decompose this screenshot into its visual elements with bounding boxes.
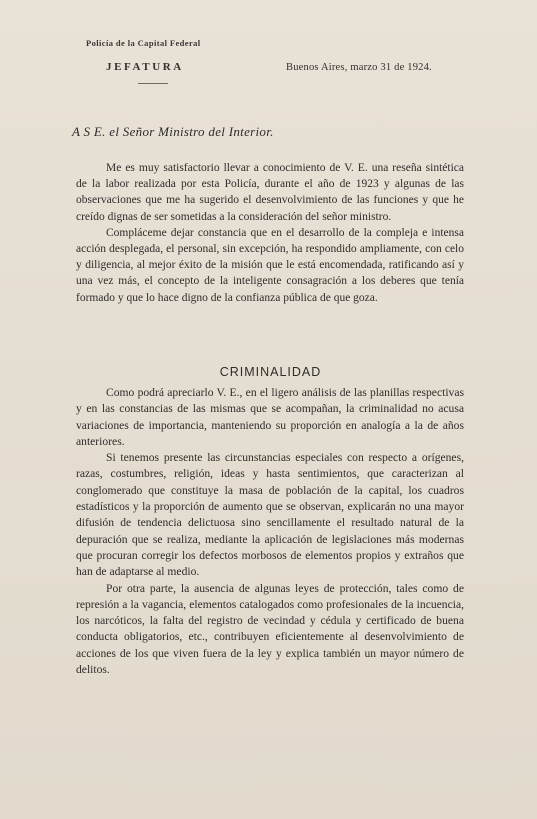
letter-date: Buenos Aires, marzo 31 de 1924. [286, 62, 432, 73]
letterhead-department: JEFATURA [106, 61, 184, 73]
letter-address: A S E. el Señor Ministro del Interior. [72, 124, 274, 139]
section-heading: CRIMINALIDAD [219, 365, 322, 379]
intro-text [76, 160, 464, 306]
paragraph: Como podrá apreciarlo V. E., en el ligero análisis de las planillas respectivas y en las constancias de las mismas que se acompañan, la criminalidad no acusa variaciones de importancia, manteniendo su proporción en analogía a la de años anteriores. [76, 386, 464, 448]
section-text [76, 385, 464, 678]
paragraph: Compláceme dejar constancia que en el desarrollo de la compleja e intensa acción desplegada, el personal, sin excepción, ha respondido ampliamente, con celo y diligencia, al mejor éxito de la misión que le está encomendada, ratificando así y una vez más, el concepto de la inteligente consagración a los deberes que tenía formado y que lo hace digno de la confianza pública de que goza. [76, 226, 464, 304]
letterhead-organization: Policía de la Capital Federal [86, 38, 201, 48]
paragraph: Me es muy satisfactorio llevar a conocimiento de V. E. una reseña sintética de la labor realizada por esta Policía, durante el año de 1923 y algunas de las observaciones que me ha sugerido el desenvolvimiento de las funciones y que he creído dignas de ser sometidas a la consideración del señor ministro. [76, 162, 464, 223]
paragraph: Si tenemos presente las circunstancias especiales con respecto a orígenes, razas, costumbres, religión, ideas y hasta sentimientos, que caracterizan al conglomerado que constituye la masa de población de la capital, los cuadros estadísticos y la proporción de aumento que se observan, explicarán no una mayor difusión de tendencia delictuosa sino sencillamente el resultado natural de la depuración que se realiza, mediante la aplicación de legislaciones más modernas que procuran corregir los defectos morbosos de elementos propios y extraños que han de adaptarse al medio. [76, 451, 464, 579]
letterhead-rule [138, 83, 168, 84]
paragraph: Por otra parte, la ausencia de algunas leyes de protección, tales como de represión a la vagancia, elementos catalogados como profesionales de la incuencia, los narcóticos, la falta del registro de vecindad y cédula y certificado de buena conducta obligatorios, etc., contribuyen eficientemente al desenvolvimiento de acciones de los que viven fuera de la ley y explica también un mayor número de delitos. [76, 581, 464, 677]
